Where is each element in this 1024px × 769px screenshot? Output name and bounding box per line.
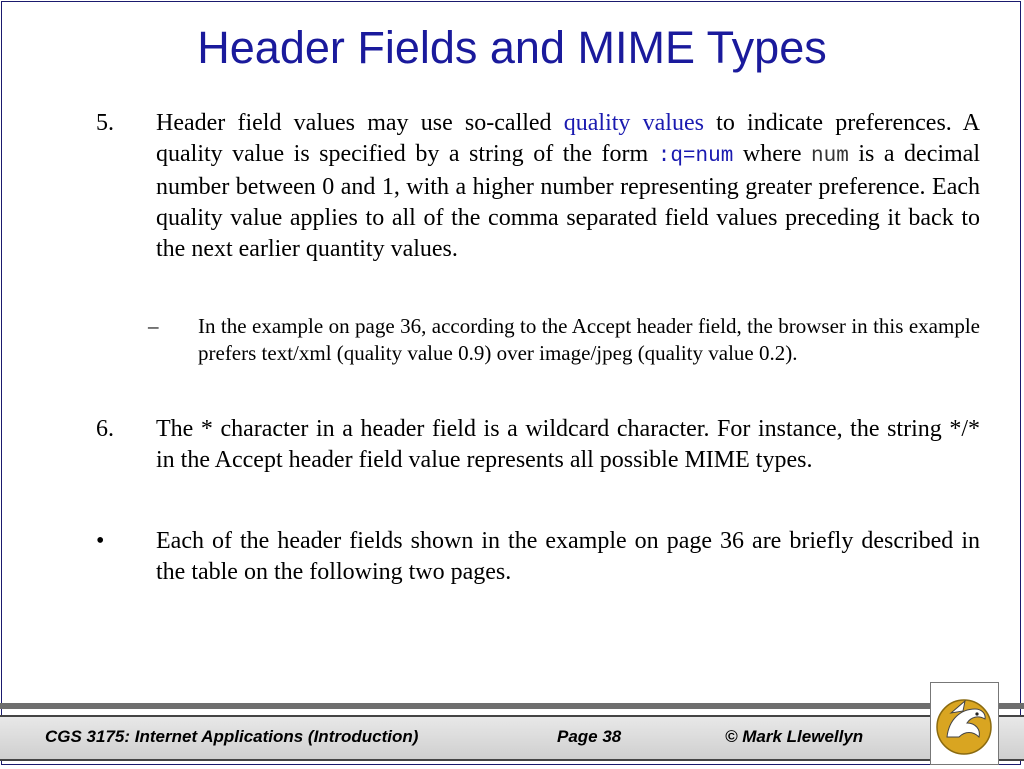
footer xyxy=(0,703,1024,761)
item-number: 6. xyxy=(96,416,114,442)
slide-title: Header Fields and MIME Types xyxy=(197,22,827,73)
list-item-5 xyxy=(96,108,980,298)
logo xyxy=(930,682,999,765)
list-subitem xyxy=(148,313,980,403)
item-text: where xyxy=(733,141,812,167)
footer-top-bar xyxy=(0,703,1024,709)
dash-marker: – xyxy=(148,314,159,338)
code-snippet: num xyxy=(811,145,849,168)
item-text: is a decimal number between 0 and 1, with a higher number representing greater preference. Each quality value applies to all of the comma separated field values preceding it back to the next earlier quantity values. xyxy=(156,141,980,262)
code-snippet: :q=num xyxy=(657,145,734,168)
list-item-6 xyxy=(96,414,980,514)
item-body: The * character in a header field is a wildcard character. For instance, the string */* in the Accept header field value represents all possible MIME types. xyxy=(156,416,980,473)
footer-course: CGS 3175: Internet Applications (Introduction) xyxy=(45,727,419,746)
footer-author: © Mark Llewellyn xyxy=(725,727,864,746)
item-text: Header field values may use so-called xyxy=(156,110,564,136)
pegasus-logo-icon xyxy=(931,683,998,764)
item-text: to indicate preferences. A quality value is specified by a string of the form xyxy=(156,110,981,167)
item-body: Each of the header fields shown in the example on page 36 are briefly described in the table on the following two pages. xyxy=(156,528,980,585)
item-body: In the example on page 36, according to the Accept header field, the browser in this example prefers text/xml (quality value 0.9) over image/jpeg (quality value 0.2). xyxy=(198,314,980,365)
footer-page-number: Page 38 xyxy=(557,727,622,746)
quality-values-term: quality values xyxy=(563,110,704,136)
bullet-marker: • xyxy=(96,528,105,554)
item-body xyxy=(156,108,980,265)
item-number: 5. xyxy=(96,110,114,136)
list-item-bullet xyxy=(96,526,980,596)
